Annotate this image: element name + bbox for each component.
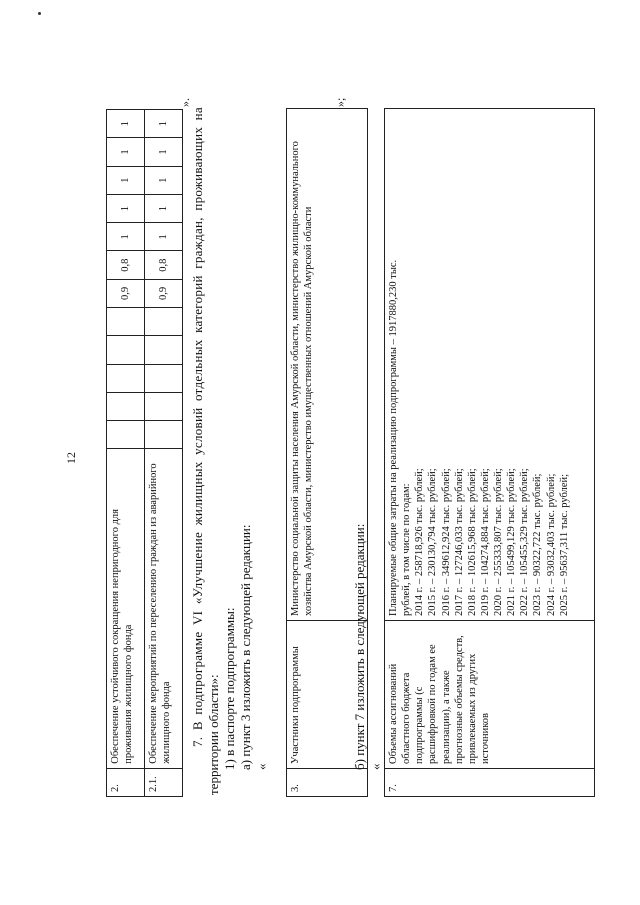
indicator-value: 1 (107, 194, 145, 222)
funding-line: 2015 г. – 230130,794 тыс. рублей; (427, 468, 439, 616)
indicator-value: 0,8 (107, 251, 145, 279)
indicators-table-body (107, 110, 183, 797)
indicator-value: 1 (107, 110, 145, 138)
indicator-value (145, 364, 183, 392)
indicator-value: 1 (107, 166, 145, 194)
indicator-value (107, 364, 145, 392)
participants-value: Министерство социальной защиты населения Амурской области, министерство жилищно-коммунального хозяйства Амурской области, министерство имущественных отношений Амурской области (287, 109, 368, 621)
indicator-value (145, 421, 183, 449)
indicators-row (107, 110, 145, 797)
funding-line: 2018 г. – 102615,968 тыс. рублей; (466, 468, 478, 616)
item-a-point3: а) пункт 3 изложить в следующей редакции: (238, 524, 253, 770)
funding-line: 2016 г. – 349612,924 тыс. рублей; (440, 468, 452, 616)
indicator-num: 2.1. (145, 768, 183, 796)
indicators-table (106, 109, 183, 797)
indicator-num: 2. (107, 768, 145, 796)
indicator-value: 1 (145, 194, 183, 222)
indicator-value (145, 392, 183, 420)
funding-line: 2025 г. – 95637,311 тыс. рублей; (558, 473, 570, 616)
indicator-value: 1 (145, 110, 183, 138)
indicator-value (145, 336, 183, 364)
indicator-value (107, 421, 145, 449)
funding-line: 2019 г. – 104274,884 тыс. рублей; (479, 468, 491, 616)
indicators-row (145, 110, 183, 797)
funding-line: 2023 г. – 90322,722 тыс. рублей; (532, 473, 544, 616)
funding-table (384, 108, 595, 797)
funding-line: 2024 г. – 93032,403 тыс. рублей; (545, 473, 557, 616)
indicator-name: Обеспечение устойчивого сокращения непригодного для проживания жилищного фонда (107, 449, 145, 768)
funding-line: 2021 г. – 105499,129 тыс. рублей; (506, 468, 518, 616)
funding-line: 2017 г. – 127246,033 тыс. рублей; (453, 468, 465, 616)
item-1-passport: 1) в паспорте подпрограммы: (222, 607, 237, 770)
opening-quote-b: « (368, 763, 383, 770)
participants-label: Участники подпрограммы (287, 621, 368, 769)
paragraph-7-line2: территории области»: (206, 674, 221, 795)
indicator-value: 1 (145, 138, 183, 166)
item-b-point7: б) пункт 7 изложить в следующей редакции: (352, 523, 367, 770)
table2-closing-quote: »; (333, 97, 347, 107)
indicator-value (145, 308, 183, 336)
funding-line: рублей, в том числе по годам: (401, 483, 413, 616)
indicator-value (107, 336, 145, 364)
indicator-value: 1 (145, 223, 183, 251)
page-number: 12 (64, 452, 78, 464)
funding-value (385, 109, 595, 621)
funding-line: 2022 г. – 105455,329 тыс. рублей; (519, 468, 531, 616)
paragraph-7-line1: 7. В подпрограмме VI «Улучшение жилищных условий отдельных категорий граждан, проживающих на (190, 107, 205, 747)
indicator-value (107, 392, 145, 420)
table1-closing-quote: ». (178, 98, 192, 107)
indicator-value: 1 (145, 166, 183, 194)
funding-line: 2014 г. – 258718,926 тыс. рублей; (414, 468, 426, 616)
funding-num: 7. (385, 769, 595, 797)
indicator-name: Обеспечение мероприятий по переселению граждан из аварийного жилищного фонда (145, 449, 183, 768)
funding-label: Объемы ассигнований областного бюджета подпрограммы (с расшифровкой по годам ее реализации), а также прогнозные объемы средств, привлекаемых из других источников (385, 621, 595, 769)
funding-row (385, 109, 595, 797)
indicator-value (107, 308, 145, 336)
funding-line: 2020 г. – 255333,807 тыс. рублей; (493, 468, 504, 616)
participants-num: 3. (287, 769, 368, 797)
indicator-value: 0,9 (145, 279, 183, 307)
indicator-value: 1 (107, 138, 145, 166)
indicator-value: 0,9 (107, 279, 145, 307)
indicator-value: 0,8 (145, 251, 183, 279)
indicator-value: 1 (107, 223, 145, 251)
opening-quote-a: « (254, 763, 269, 770)
funding-line: Планируемые общие затраты на реализацию подпрограммы – 1917880,230 тыс. (388, 259, 399, 616)
